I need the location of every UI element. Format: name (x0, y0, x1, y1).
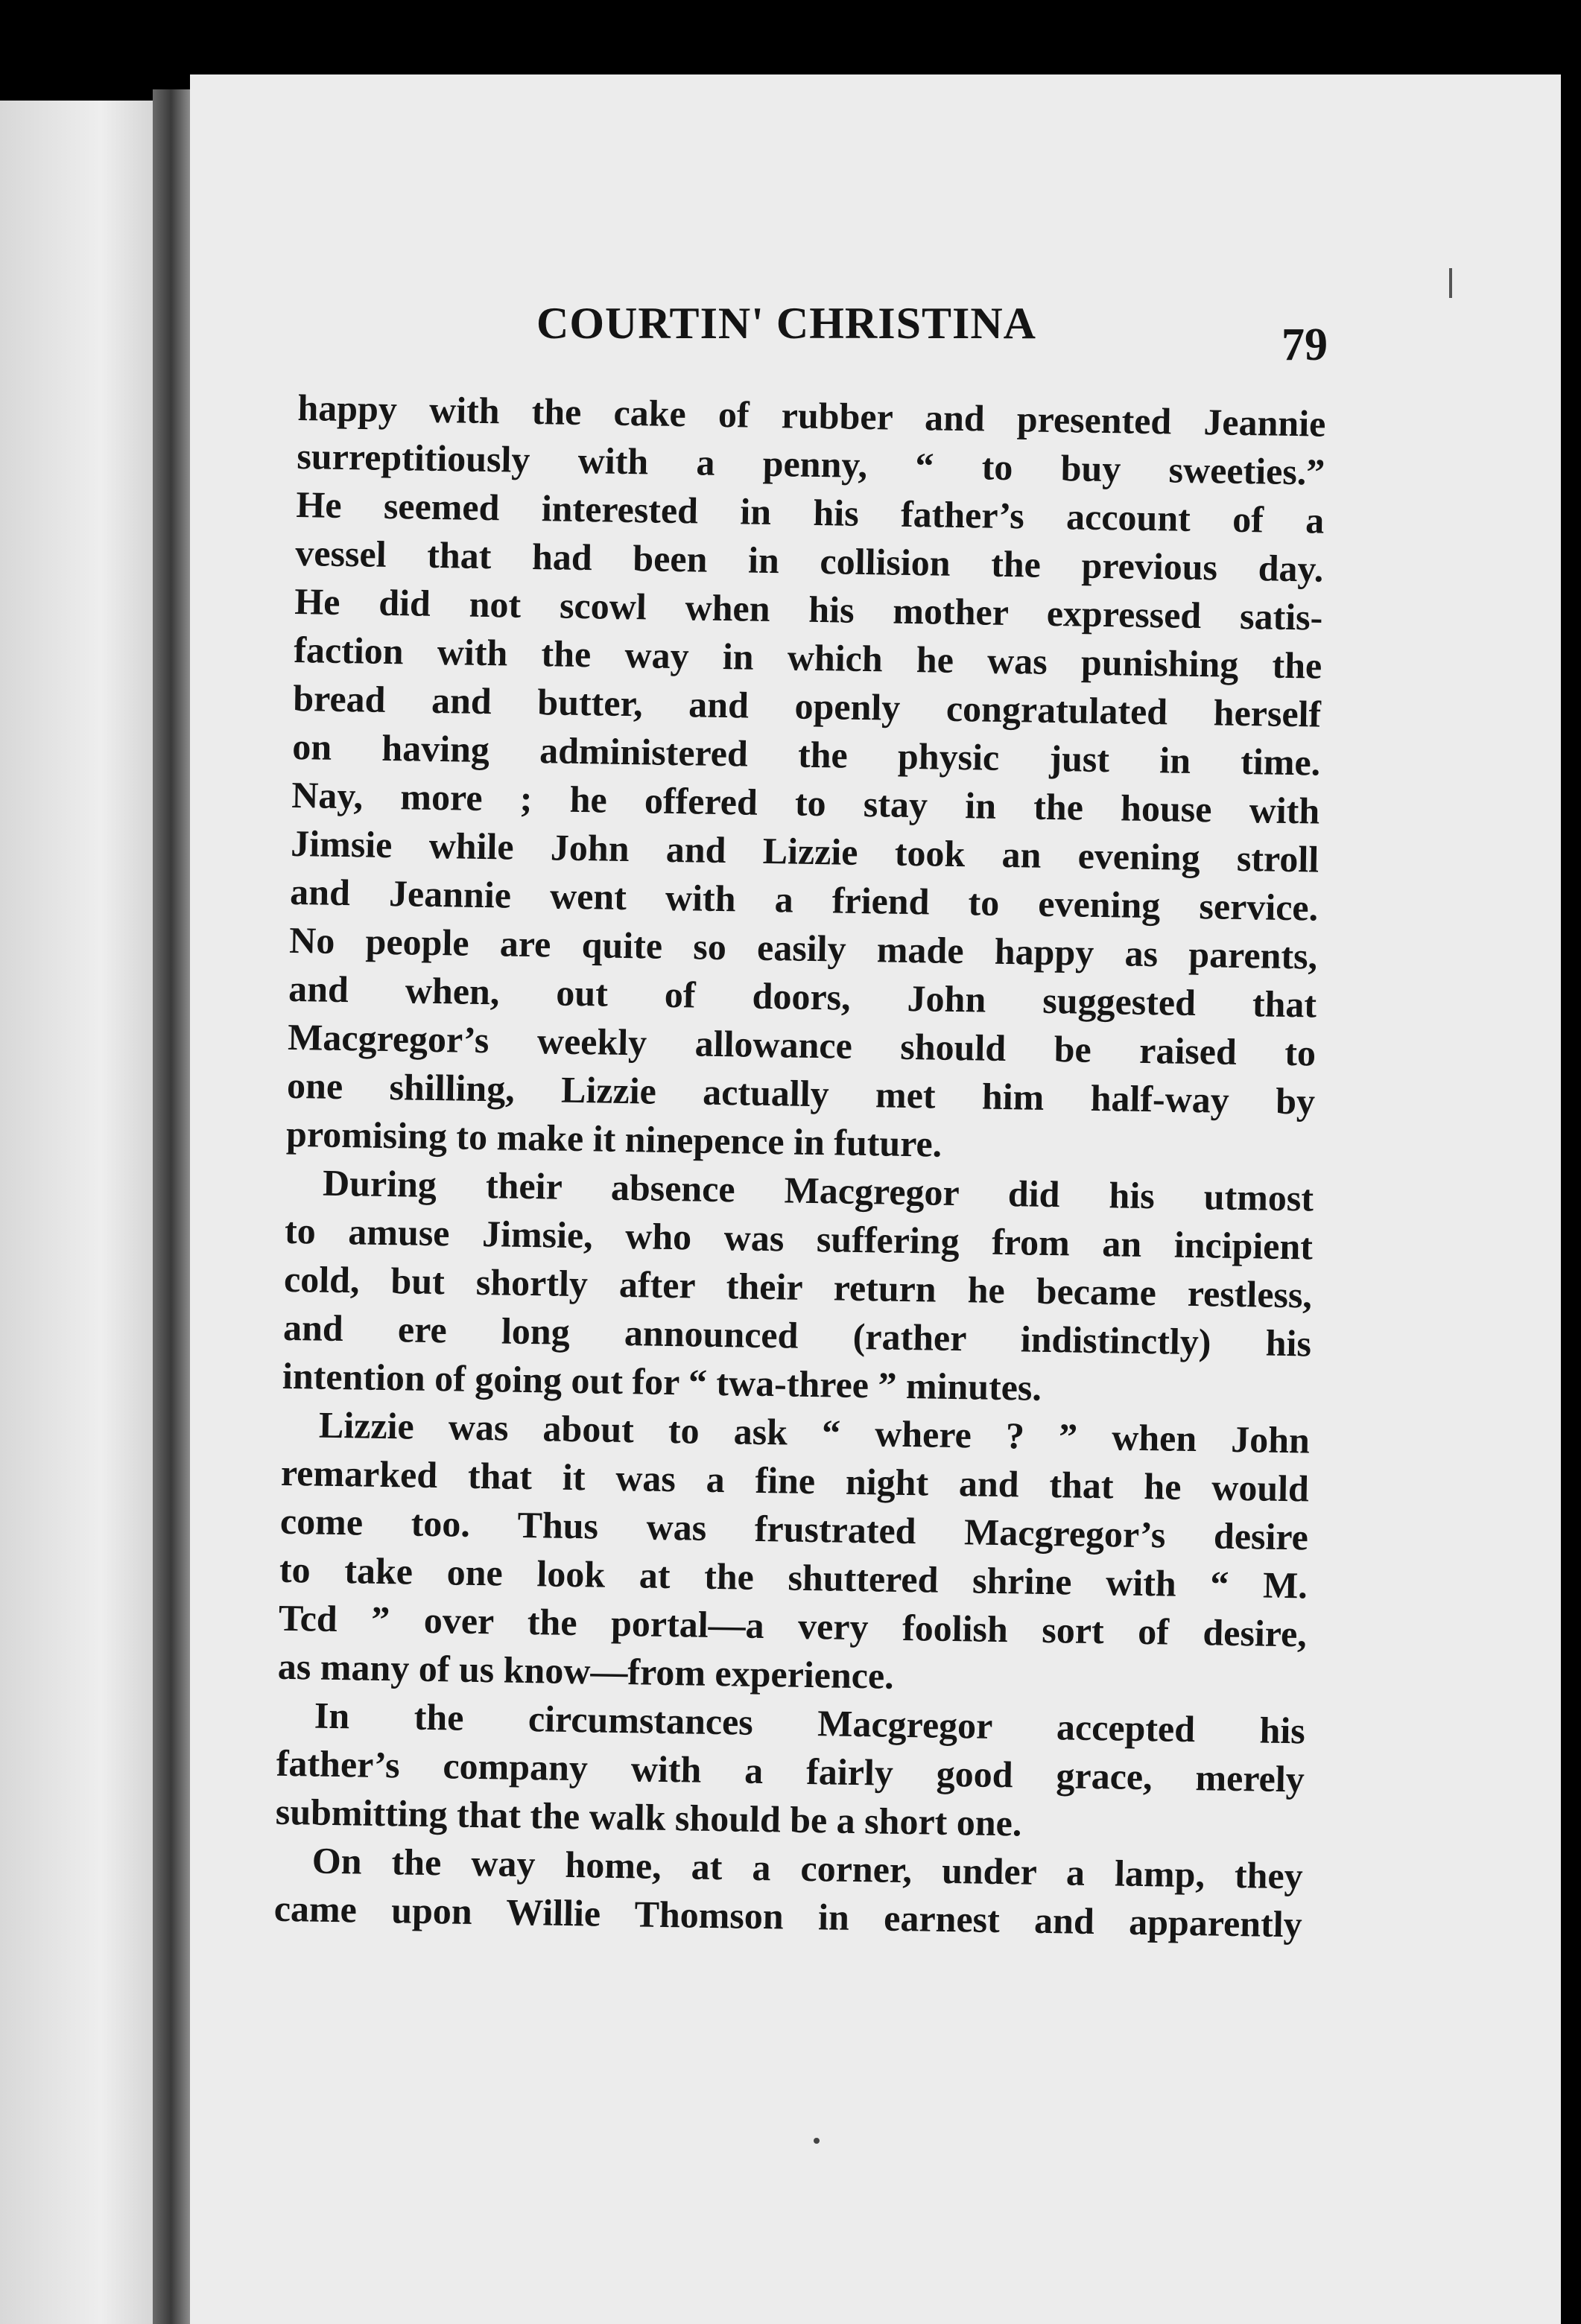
page-number: 79 (1281, 320, 1328, 370)
text-line: came upon Willie Thomson in earnest and apparently (273, 1887, 1303, 1946)
text-line: cold, but shortly after their return he became restless, (283, 1257, 1313, 1316)
text-line: He did not scowl when his mother expressed satis- (294, 580, 1323, 638)
text-line: Nay, more ; he offered to stay in the house with (291, 773, 1320, 832)
text-line: and Jeannie went with a friend to evening service. (289, 870, 1319, 929)
paragraph (286, 384, 1326, 1175)
scan-speck (814, 2138, 820, 2144)
text-line: submitting that the walk should be a short one. (275, 1790, 1022, 1844)
text-line: faction with the way in which he was punishing the (293, 628, 1322, 687)
text-line: intention of going out for “ twa-three ” minutes. (282, 1354, 1042, 1409)
paragraph (273, 1836, 1303, 1949)
text-line: to take one look at the shuttered shrine with “ M. (279, 1548, 1308, 1607)
text-line: bread and butter, and openly congratulated herself (292, 676, 1322, 735)
text-line: to amuse Jimsie, who was suffering from an incipient (284, 1209, 1314, 1268)
text-line: and ere long announced (rather indistinctly) his (282, 1306, 1312, 1365)
text-line: He seemed interested in his father’s account of a (296, 483, 1325, 542)
text-line: promising to make it ninepence in future. (285, 1112, 942, 1165)
text-line: Tcd ” over the portal—a very foolish sort of desire, (278, 1596, 1308, 1655)
text-line: father’s company with a fairly good grace, merely (276, 1742, 1305, 1800)
text-line: as many of us know—from experience. (277, 1645, 895, 1697)
header-title: COURTIN' CHRISTINA (536, 299, 1036, 348)
text-line: on having administered the physic just in time. (291, 725, 1321, 784)
text-line: No people are quite so easily made happy as parents, (288, 918, 1318, 977)
text-line: come too. Thus was frustrated Macgregor’s desire (279, 1499, 1309, 1558)
text-line: one shilling, Lizzie actually met him half-way by (286, 1064, 1316, 1123)
text-line: During their absence Macgregor did his utmost (322, 1161, 1314, 1219)
scan-speck (1449, 268, 1452, 298)
text-line: and when, out of doors, John suggested that (288, 967, 1317, 1026)
text-line: In the circumstances Macgregor accepted his (314, 1694, 1306, 1752)
paragraph (282, 1158, 1314, 1417)
paragraph (277, 1400, 1310, 1707)
running-head (328, 223, 1371, 370)
facing-page-edge (0, 101, 168, 2324)
text-line: Lizzie was about to ask “ where ? ” when John (318, 1403, 1311, 1461)
text-line: remarked that it was a fine night and that he would (280, 1451, 1310, 1510)
paragraph (275, 1691, 1305, 1852)
text-line: Macgregor’s weekly allowance should be raised to (287, 1015, 1317, 1074)
text-line: Jimsie while John and Lizzie took an evening stroll (290, 822, 1319, 880)
text-line: surreptitiously with a penny, “ to buy sweeties.” (297, 434, 1325, 493)
text-line: On the way home, at a corner, under a lamp, they (311, 1839, 1304, 1897)
text-line: happy with the cake of rubber and presented Jeannie (297, 386, 1326, 445)
text-line: vessel that had been in collision the previous day. (294, 531, 1324, 590)
body-text (273, 384, 1326, 1949)
